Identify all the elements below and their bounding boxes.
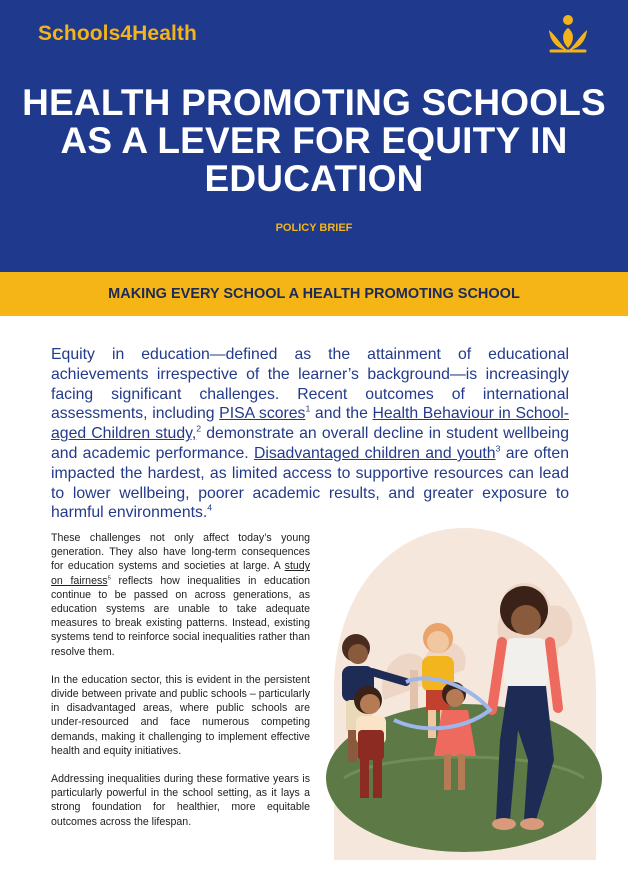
fairness-study-link[interactable]: study on fairness xyxy=(51,560,310,587)
pisa-scores-link[interactable]: PISA scores xyxy=(219,405,306,423)
brand-logo-text: Schools4Health xyxy=(38,22,197,45)
section-banner-text: MAKING EVERY SCHOOL A HEALTH PROMOTING SCHOOL xyxy=(108,286,520,302)
footnote-ref-4: 4 xyxy=(207,503,213,514)
footnote-ref-2: 2 xyxy=(196,423,202,434)
hbsc-study-link[interactable]: Health Behaviour in School-aged Children study, xyxy=(51,405,570,443)
body-paragraph-1-end: reflects how inequalities in education continue to be passed on across generations, as education systems are unable to take adequate measures to break existing patterns. Instead, existing systems tend to reinforce social inequalities rather than resolve them. xyxy=(51,574,310,658)
page-title: HEALTH PROMOTING SCHOOLS AS A LEVER FOR EQUITY IN EDUCATION xyxy=(22,82,606,199)
body-paragraph-1-start: These challenges not only affect today’s young generation. They also have long-term consequences for education systems and societies at large. A xyxy=(51,532,310,573)
body-paragraph-1 xyxy=(51,531,310,659)
document-type-label: POLICY BRIEF xyxy=(275,222,353,234)
children-and-adult-playing-illustration xyxy=(314,520,614,860)
intro-text-2: and the xyxy=(310,405,373,423)
intro-text-1: Equity in education—defined as the attainment of educational achievements irrespective of the learner’s background—is increasingly facing significant challenges. Recent outcomes of international assessments, including xyxy=(51,346,569,423)
body-column xyxy=(51,531,310,843)
lotus-person-icon xyxy=(545,14,591,56)
footnote-ref-5: 5 xyxy=(107,575,111,582)
intro-text-4: are often impacted the hardest, as limited access to supportive resources can lead to lower wellbeing, poorer academic results, and greater exposure to harmful environments. xyxy=(51,444,569,522)
footnote-ref-1: 1 xyxy=(305,404,311,415)
body-paragraph-2: In the education sector, this is evident in the persistent divide between private and public schools – particularly in disadvantaged areas, where public schools are under-resourced and face numerous competing demands, making it challenging to implement effective health and equity initiatives. xyxy=(51,673,310,757)
footnote-ref-3: 3 xyxy=(495,443,501,454)
intro-text-3: demonstrate an overall decline in student wellbeing and academic performance. xyxy=(51,425,569,462)
body-paragraph-3: Addressing inequalities during these formative years is particularly powerful in the school setting, as it lays a strong foundation for healthier, more equitable outcomes across the lifespan. xyxy=(51,773,310,828)
disadvantaged-children-link[interactable]: Disadvantaged children and youth xyxy=(253,444,496,462)
intro-paragraph xyxy=(51,345,569,523)
